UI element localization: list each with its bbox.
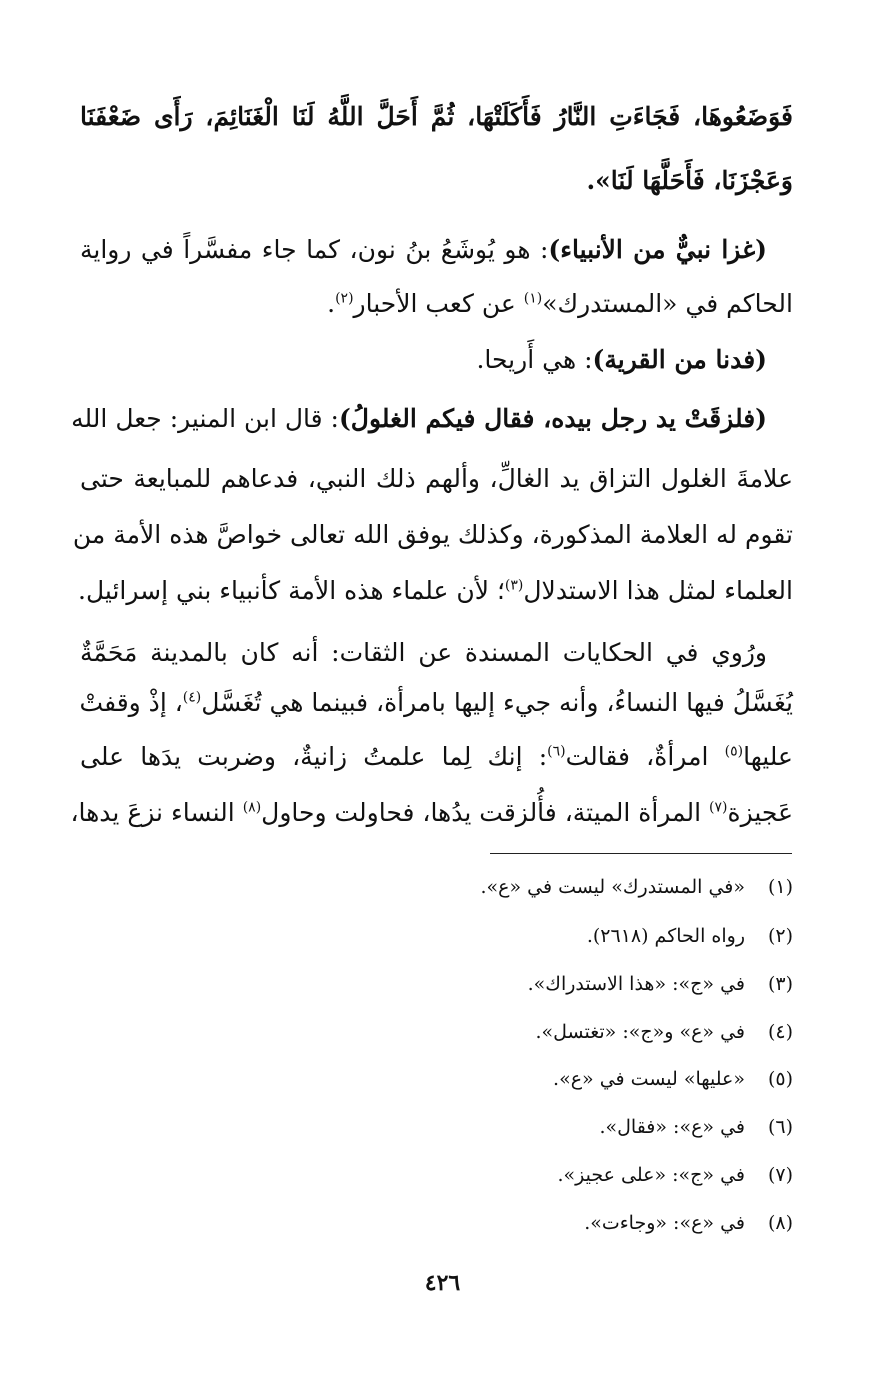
text-segment: فَوَضَعُوهَا، فَجَاءَتِ النَّارُ فَأَكَلَتْهَا، ثُمَّ أَحَلَّ اللَّهُ لَنَا الْغَنَائِمَ، رَأَى ضَعْفَنَا [80,102,793,131]
text-segment: عليها [743,742,793,771]
text-segment: الحاكم في «المستدرك» [542,289,793,318]
footnote-number: (٦) [767,1116,793,1138]
footnote-text: «في المستدرك» ليست في «ع». [480,876,745,898]
text-segment: : هي أَريحا. [476,345,593,374]
footnote [584,1214,793,1233]
footnote-marker: (٤) [182,689,202,706]
text-segment: وَعَجْزَنَا، فَأَحَلَّهَا لَنَا». [586,166,793,195]
text-segment: يُغَسَّلُ فيها النساءُ، وأنه جيء إليها بامرأة، فبينما هي تُغَسَّل [201,688,793,717]
footnote-number: (٣) [767,973,793,995]
text-line [80,168,793,193]
footnote-text: في «ع»: «وجاءت». [584,1212,745,1234]
footnote-number: (٥) [767,1068,793,1090]
text-segment: امرأةٌ، فقالت [565,742,725,771]
footnote-marker: (٣) [504,577,524,594]
text-line [80,690,793,715]
text-line [70,798,793,827]
text-segment: (غزا نبيٌّ من الأنبياء) [548,235,767,264]
text-segment: ورُوي في الحكايات المسندة عن الثقات: أنه كان بالمدينة مَحَمَّةٌ [80,638,767,667]
footnote-separator [490,853,792,854]
page-number: ٤٢٦ [424,1270,461,1296]
footnote-marker: (٨) [242,799,262,816]
text-segment: ؛ لأن علماء هذه الأمة كأنبياء بني إسرائيل. [78,576,505,605]
footnote-text: في «ج»: «على عجيز». [557,1164,745,1186]
footnote-text: رواه الحاكم (٢٦١٨). [586,925,745,947]
footnote-number: (٧) [767,1164,793,1186]
text-line [80,640,767,665]
text-segment: علامةَ الغلول التزاق يد الغالِّ، وألهم ذلك النبي، فدعاهم للمبايعة حتى [80,464,793,493]
text-line [80,578,793,603]
text-segment: المرأة الميتة، فأُلزقت يدُها، فحاولت وحاول [261,798,710,827]
text-segment: ، إذْ وقفتْ [79,688,183,717]
footnote-marker: (٧) [709,799,728,816]
text-line [80,291,793,316]
footnote-text: «عليها» ليست في «ع». [553,1068,745,1090]
text-segment: : إنك لِما علمتُ زانيةٌ، وضربت يدَها على [80,742,548,771]
text-segment: عن كعب الأحبار [353,289,524,318]
footnote [480,878,793,897]
footnote-number: (٤) [767,1021,793,1043]
text-line [80,466,793,491]
text-segment: العلماء لمثل هذا الاستدلال [523,576,793,605]
text-line [80,104,793,129]
footnote-marker: (٥) [724,743,744,760]
text-line [80,744,793,769]
footnote [557,1166,793,1185]
text-segment: (فدنا من القرية) [592,345,767,374]
footnote [587,927,793,946]
footnote [535,1023,793,1042]
footnote-marker: (١) [523,290,543,307]
footnote-text: في «ج»: «هذا الاستدراك». [527,973,745,995]
footnote-marker: (٢) [335,290,354,307]
text-line [72,520,793,549]
text-segment: : هو يُوشَعُ بنُ نون، كما جاء مفسَّراً في رواية [80,235,549,264]
text-segment: تقوم له العلامة المذكورة، وكذلك يوفق الله تعالى خواصَّ هذه الأمة من [72,520,793,549]
text-line [80,237,767,262]
text-segment: (فلزقَتْ يد رجل بيده، فقال فيكم الغلولُ) [338,404,767,433]
footnote-number: (١) [767,876,793,898]
footnote [528,975,793,994]
footnote [599,1118,793,1137]
footnote-text: في «ع»: «فقال». [599,1116,745,1138]
footnote [553,1070,793,1089]
footnote-number: (٢) [767,925,793,947]
footnote-marker: (٦) [547,743,566,760]
text-line [80,347,767,372]
footnote-text: في «ع» و«ج»: «تغتسل». [535,1021,745,1043]
text-segment: النساء نزعَ يدها، [70,798,243,827]
text-segment: عَجيزة [727,798,793,827]
text-line [71,404,767,433]
footnote-number: (٨) [767,1212,793,1234]
text-segment: : قال ابن المنير: جعل الله [71,404,339,433]
text-segment: . [327,289,336,318]
